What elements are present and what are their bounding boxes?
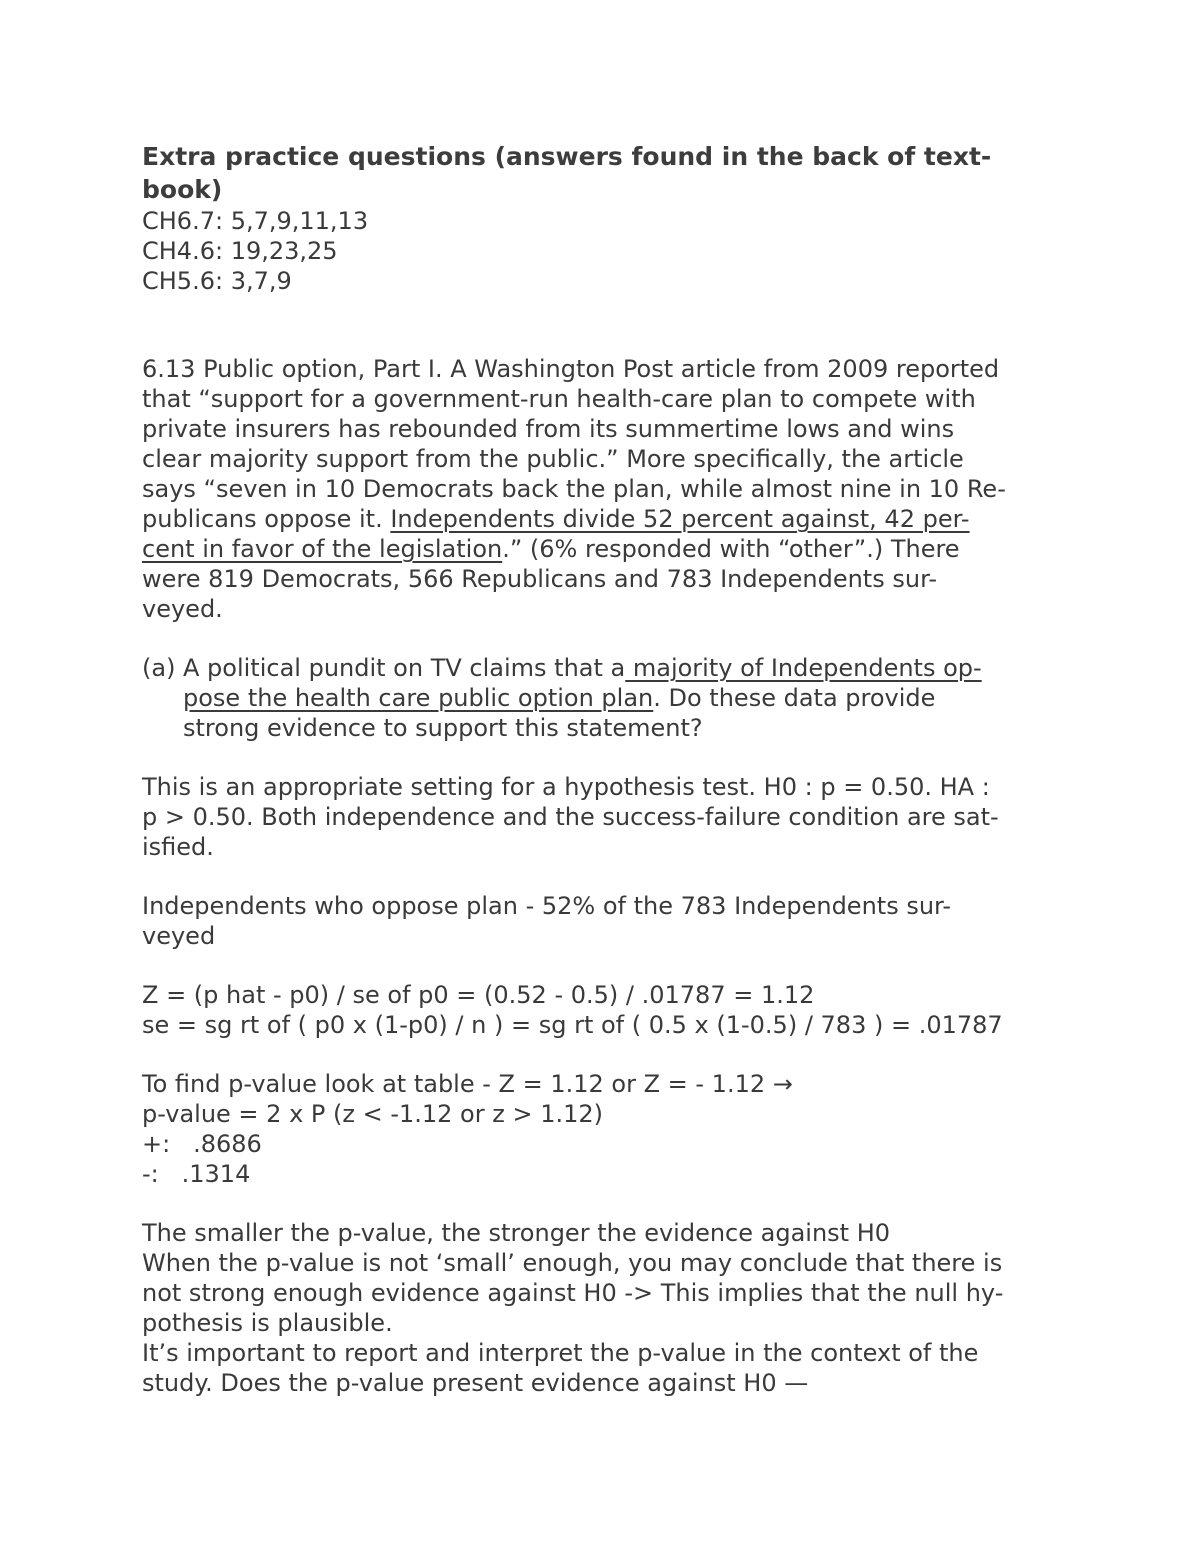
independents-line: Independents who oppose plan - 52% of the 783 Independents sur-: [142, 892, 952, 920]
answer-setup-line: This is an appropriate setting for a hypothesis test. H0 : p = 0.50. HA :: [142, 773, 990, 801]
independents-line: veyed: [142, 922, 216, 950]
spacer: [142, 1040, 1072, 1069]
part-a-text: . Do these data provide: [653, 684, 936, 712]
part-a-line: [183, 683, 1072, 713]
problem-line: that “support for a government-run health-care plan to compete with: [142, 385, 976, 413]
problem-line: were 819 Democrats, 566 Republicans and 783 Independents sur-: [142, 565, 938, 593]
conclusion-line: not strong enough evidence against H0 -> This implies that the null hy-: [142, 1279, 1004, 1307]
spacer: [142, 951, 1072, 980]
underlined-claim: majority of Independents op-: [625, 654, 982, 682]
part-a-line: [142, 653, 1072, 683]
problem-line: clear majority support from the public.” More specifically, the article: [142, 445, 964, 473]
conclusion-line: study. Does the p-value present evidence against H0 —: [142, 1369, 809, 1397]
document-body: [142, 140, 1072, 1398]
problem-line: veyed.: [142, 595, 223, 623]
formula-z: Z = (p hat - p0) / se of p0 = (0.52 - 0.5) / .01787 = 1.12: [142, 981, 815, 1009]
problem-line: [142, 504, 1072, 534]
part-a-text: A political pundit on TV claims that a: [183, 654, 626, 682]
problem-line: 6.13 Public option, Part I. A Washington Post article from 2009 reported: [142, 355, 1000, 383]
problem-line: private insurers has rebounded from its summertime lows and wins: [142, 415, 955, 443]
answer-setup-line: isfied.: [142, 833, 214, 861]
conclusion-line: When the p-value is not ‘small’ enough, you may conclude that there is: [142, 1249, 1003, 1277]
underlined-claim: pose the health care public option plan: [183, 684, 654, 712]
conclusion-line: The smaller the p-value, the stronger the evidence against H0: [142, 1219, 891, 1247]
spacer: [142, 296, 1072, 354]
chapter-exercises-3: CH5.6: 3,7,9: [142, 267, 292, 295]
spacer: [142, 624, 1072, 653]
problem-text: publicans oppose it.: [142, 505, 391, 533]
conclusion-line: pothesis is plausible.: [142, 1309, 393, 1337]
pvalue-line: -: .1314: [142, 1160, 251, 1188]
spacer: [142, 862, 1072, 891]
problem-line: [142, 534, 1072, 564]
pvalue-line: p-value = 2 x P (z < -1.12 or z > 1.12): [142, 1100, 604, 1128]
part-a-line: strong evidence to support this statement?: [183, 714, 703, 742]
problem-line: says “seven in 10 Democrats back the plan, while almost nine in 10 Re-: [142, 475, 1006, 503]
pvalue-line: +: .8686: [142, 1130, 262, 1158]
conclusion-line: It’s important to report and interpret the p-value in the context of the: [142, 1339, 979, 1367]
pvalue-line: To find p-value look at table - Z = 1.12 or Z = - 1.12 →: [142, 1070, 793, 1098]
underlined-quote: Independents divide 52 percent against, 42 per-: [390, 505, 970, 533]
underlined-quote: cent in favor of the legislation: [142, 535, 503, 563]
part-a-marker: (a): [142, 654, 176, 682]
page-title-line-1: Extra practice questions (answers found in the back of text-: [142, 142, 992, 171]
chapter-exercises-2: CH4.6: 19,23,25: [142, 237, 338, 265]
problem-text: .” (6% responded with “other”.) There: [502, 535, 960, 563]
spacer: [142, 1189, 1072, 1218]
spacer: [142, 743, 1072, 772]
answer-setup-line: p > 0.50. Both independence and the success-failure condition are sat-: [142, 803, 999, 831]
formula-se: se = sg rt of ( p0 x (1-p0) / n ) = sg rt of ( 0.5 x (1-0.5) / 783 ) = .01787: [142, 1011, 1003, 1039]
page-title-line-2: book): [142, 175, 223, 204]
chapter-exercises-1: CH6.7: 5,7,9,11,13: [142, 207, 369, 235]
part-a: [142, 653, 1072, 743]
